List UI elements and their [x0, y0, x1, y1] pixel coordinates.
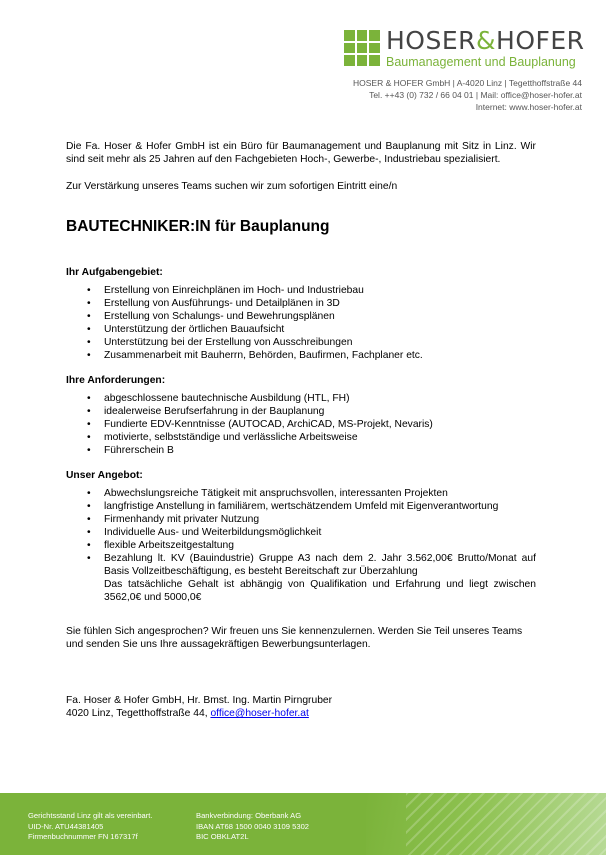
list-item: • Unterstützung der örtlichen Bauaufsicht [104, 323, 536, 336]
list-item: • Zusammenarbeit mit Bauherrn, Behörden, Baufirmen, Fachplaner etc. [104, 349, 536, 362]
salary-text: • Bezahlung lt. KV (Bauindustrie) Gruppe A3 nach dem 2. Jahr 3.562,00€ Brutto/Monat auf Basis Vollzeitbeschäftigung, es besteht Bereitschaft zur Überzahlung [104, 553, 536, 577]
list-item: • motivierte, selbstständige und verlässliche Arbeitsweise [104, 431, 536, 444]
job-title: BAUTECHNIKER:IN für Bauplanung [66, 218, 330, 235]
list-item: • langfristige Anstellung in familiärem, wertschätzendem Umfeld mit Eigenverantwortung [104, 500, 536, 513]
section-heading-tasks: Ihr Aufgabengebiet: [66, 267, 163, 278]
list-item: • idealerweise Berufserfahrung in der Bauplanung [104, 405, 536, 418]
document-body [66, 140, 536, 720]
requirements-list [66, 392, 536, 457]
signature-name: Fa. Hoser & Hofer GmbH, Hr. Bmst. Ing. Martin Pirngruber [66, 695, 333, 706]
salary-range-text: Das tatsächliche Gehalt ist abhängig von Qualifikation und Erfahrung und liegt zwischen 3562,0€ und 5000,0€ [104, 579, 536, 603]
contact-address: HOSER & HOFER GmbH | A-4020 Linz | Tegetthoffstraße 44 [353, 78, 582, 88]
company-logo [344, 28, 585, 68]
signature-block [66, 694, 536, 720]
footer-line: Firmenbuchnummer FN 167317f [28, 832, 138, 841]
logo-tagline: Baumanagement und Bauplanung [386, 55, 576, 69]
list-item: • Fundierte EDV-Kenntnisse (AUTOCAD, ArchiCAD, MS-Projekt, Nevaris) [104, 418, 536, 431]
list-item: • Individuelle Aus- und Weiterbildungsmöglichkeit [104, 526, 536, 539]
signature-address: 4020 Linz, Tegetthoffstraße 44, office@hoser-hofer.at [66, 708, 309, 719]
footer-bank-info [196, 811, 309, 843]
footer-line: Bankverbindung: Oberbank AG [196, 811, 302, 820]
footer-line: IBAN AT68 1500 0040 3109 5302 [196, 821, 310, 831]
list-item: • Erstellung von Ausführungs- und Detailplänen in 3D [104, 297, 536, 310]
list-item: • Abwechslungsreiche Tätigkeit mit anspruchsvollen, interessanten Projekten [104, 487, 536, 500]
offer-list [66, 487, 536, 604]
contact-website: Internet: www.hoser-hofer.at [475, 102, 582, 112]
list-item: • Firmenhandy mit privater Nutzung [104, 513, 536, 526]
footer-line: Gerichtsstand Linz gilt als vereinbart. [28, 811, 153, 820]
list-item: • abgeschlossene bautechnische Ausbildung (HTL, FH) [104, 392, 536, 405]
list-item: • Unterstützung bei der Erstellung von Ausschreibungen [104, 336, 536, 349]
tasks-list [66, 284, 536, 362]
email-link[interactable]: office@hoser-hofer.at [210, 708, 309, 719]
company-contact [353, 77, 582, 113]
list-item: • flexible Arbeitszeitgestaltung [104, 539, 536, 552]
list-item: • Erstellung von Schalungs- und Bewehrungsplänen [104, 310, 536, 323]
logo-mark-icon [344, 30, 380, 66]
section-heading-offer: Unser Angebot: [66, 470, 143, 481]
lead-sentence: Zur Verstärkung unseres Teams suchen wir zum sofortigen Eintritt eine/n [66, 181, 398, 192]
salary-item [104, 552, 536, 604]
footer-line: UID-Nr. ATU44381405 [28, 821, 104, 831]
contact-phone-mail: Tel. ++43 (0) 732 / 66 04 01 | Mail: office@hoser-hofer.at [369, 90, 582, 100]
footer-line: BIC OBKLAT2L [196, 832, 249, 841]
logo-name: HOSER&HOFER [386, 26, 585, 55]
section-heading-requirements: Ihre Anforderungen: [66, 375, 166, 386]
list-item: • Erstellung von Einreichplänen im Hoch- und Industriebau [104, 284, 536, 297]
footer-pattern [406, 793, 606, 855]
footer-legal-info [28, 811, 153, 843]
footer-bar [0, 793, 606, 855]
closing-paragraph: Sie fühlen Sich angesprochen? Wir freuen uns Sie kennenzulernen. Werden Sie Teil unseres Teams und senden Sie uns Ihre aussagekräftigen Bewerbungsunterlagen. [66, 626, 523, 650]
list-item: • Führerschein B [104, 444, 536, 457]
intro-paragraph: Die Fa. Hoser & Hofer GmbH ist ein Büro für Baumanagement und Bauplanung mit Sitz in Linz. Wir sind seit mehr als 25 Jahren auf den Fachgebieten Hoch-, Gewerbe-, Industriebau spezialisiert. [66, 141, 536, 165]
